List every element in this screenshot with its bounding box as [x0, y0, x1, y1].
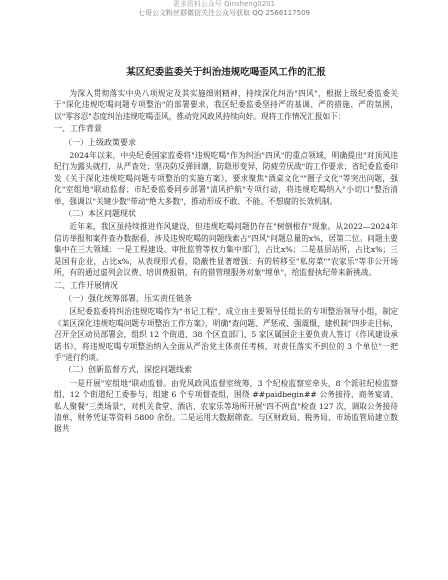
- section-1-heading: 一、工作背景: [54, 124, 102, 134]
- section-1-2-heading: （二）本区问题现状: [64, 209, 136, 219]
- section-2-2-paragraph: 一是开展"室组地"联动监督。由党风政风监督室统筹，3 个纪检监察室牵头，8 个派驻纪检监察组、12 个街道纪工委参与，组建 6 个专项督查组，围绕 ##paidbegin## 公务接待、商务宴请、私人聚餐"三类场景"，对机关食堂、酒店、农家乐等场所开展"四不两直"检查 127 次，调取公务接待清单、财务凭证等资料 5800 余份。二是运用大数据筛查。与区财政局、税务局、市场监管局建立数据共: [54, 378, 398, 434]
- page-header-line-2: 七哥公文粉丝群微信关注公众号获取 QQ 2566117509: [137, 9, 310, 17]
- document-body: [54, 66, 398, 435]
- section-2-1-paragraph: 区纪委监委将纠治违规吃喝作为"书记工程"，成立由主要领导任组长的专项整治领导小组，制定《某区深化违规吃喝问题专项整治工作方案》，明确"查问题、严惩戒、强震慑、建机制"四步走目标，召开全区动员部署会，组织 12 个街道、38 个区直部门、5 家区属国企主要负责人签订《作风建设承诺书》，将违规吃喝专项整治纳入全面从严治党主体责任考核，对责任落实不到位的 3 个单位"一把手"进行约谈。: [54, 307, 398, 362]
- section-2-heading: 二、工作开展情况: [54, 280, 118, 290]
- intro-paragraph: 为深入贯彻落实中央八项规定及其实施细则精神，持续深化纠治"四风"，根据上级纪委监委关于"深化违规吃喝问题专项整治"的部署要求，我区纪委监委坚持严的基调、严的措施、严的氛围，以"零容忍"态度纠治违规吃喝歪风，推动党风政风持续向好。现将工作情况汇报如下：: [54, 89, 398, 121]
- section-2-1-heading: （一）强化统筹部署，压实责任链条: [64, 293, 192, 303]
- section-1-1-heading: （一）上级政策要求: [64, 137, 136, 147]
- section-2-2-heading: （二）创新监督方式，深挖问题线索: [64, 365, 192, 375]
- section-1-1-paragraph: 2024年以来，中央纪委国家监委将"违规吃喝"作为纠治"四风"的重点领域，明确提出"对顶风违纪行为露头就打，从严查处；坚决防反弹回潮，防隐形变异，防疲劳厌战"的工作要求；省纪委监委印发《关于深化违规吃喝问题专项整治的实施方案》，要求聚焦"酒桌文化""圈子文化"等突出问题，强化"室组地"联动监督；市纪委监委同步部署"清风护航"专项行动，将违规吃喝纳入"小切口"整治清单，强调以"关键少数"带动"绝大多数"，推动形成不敢、不能、不想腐的长效机制。: [54, 151, 398, 206]
- page-header-line-1: 更多资料公众号 Qinsheng0201: [172, 0, 276, 8]
- document-title: 某区纪委监委关于纠治违规吃喝歪风工作的汇报: [126, 67, 326, 78]
- section-1-2-paragraph: 近年来，我区虽持续推进作风建设，但违规吃喝问题仍存在"树倒根存"现象。从2022—2024年信访举报和案件查办数据看，涉及违规吃喝的问题线索占"四风"问题总量的x%，居第二位。问题主要集中在三大领域：一是工程建设、审批监管等权力集中部门，占比x%；二是基层站所，占比x%；三是国有企业，占比x%，从表现形式看，隐蔽性显著增强：有的转移至"私房菜""农家乐"等非公开场所，有的通过虚列会议费、培训费报销，有的借管理服务对象"埋单"，给监督执纪带来新挑战。: [54, 222, 398, 278]
